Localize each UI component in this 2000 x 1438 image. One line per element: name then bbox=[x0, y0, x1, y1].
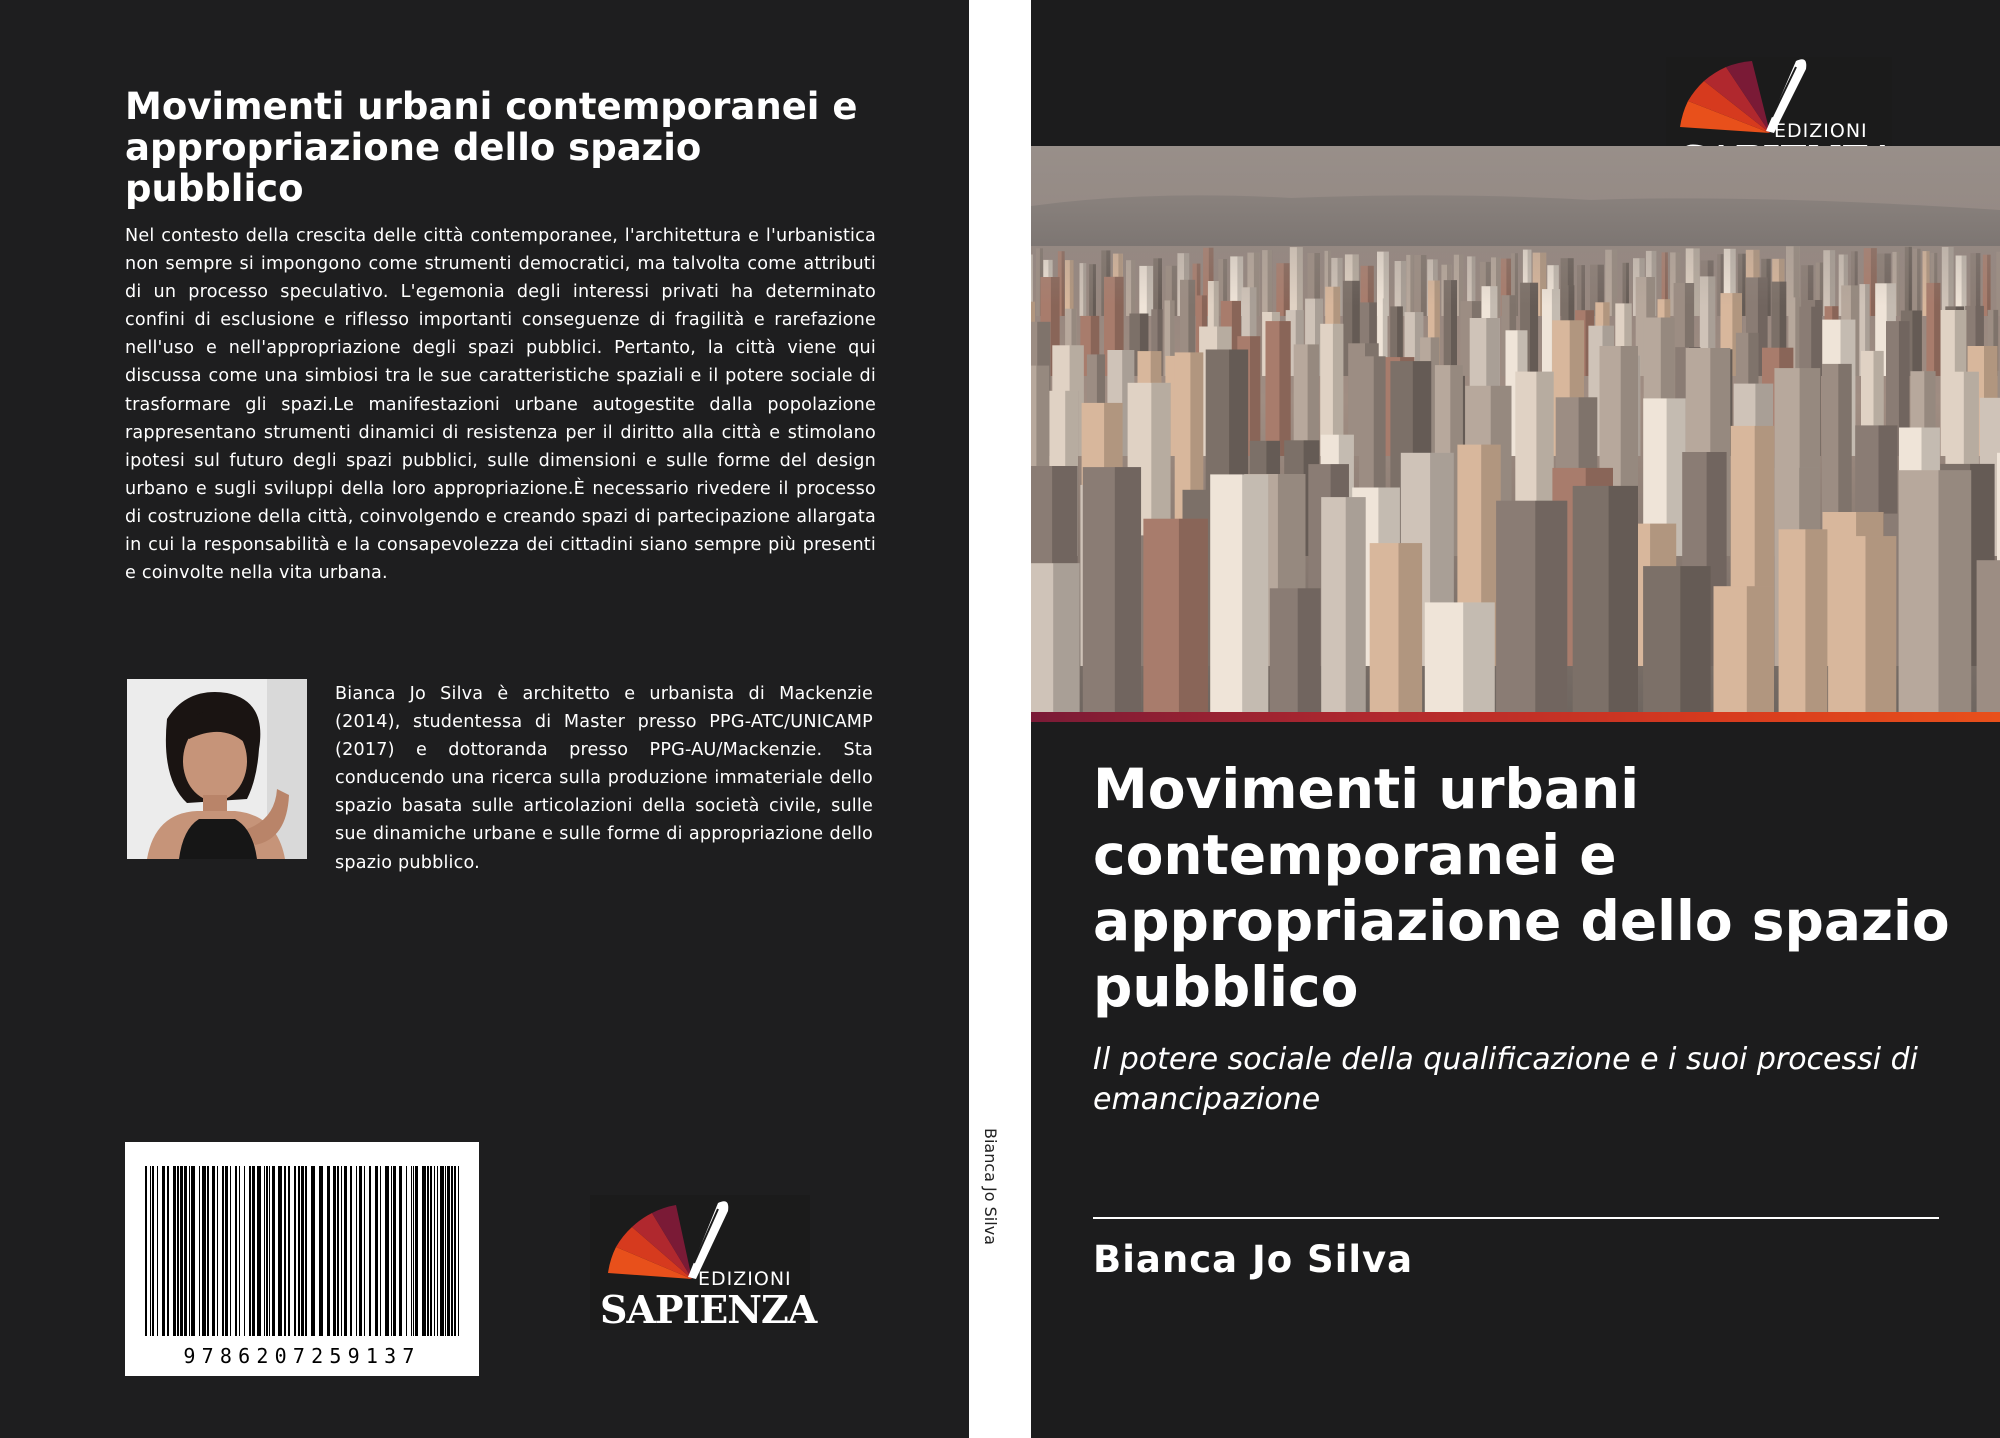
publisher-edizioni-label: EDIZIONI bbox=[1774, 120, 1868, 142]
book-spine bbox=[969, 0, 1031, 1438]
back-cover-title: Movimenti urbani contemporanei e appropriazione dello spazio pubblico bbox=[125, 85, 858, 210]
back-cover-description: Nel contesto della crescita delle città contemporanee, l'architettura e l'urbanistica non sempre si impongono come strumenti democratici, ma talvolta come attributi di un processo speculativo. L'egemonia degli interessi privati ha determinato confini di esclusione e riflesso importanti conseguenze di fragilità e rarefazione nell'uso e nell'appropriazione degli spazi pubblici. Pertanto, la città viene qui discussa come una simbiosi tra le sue caratteristiche spaziali e il potere sociale di trasformare gli spazi.Le manifestazioni urbane autogestite dalla popolazione rappresentano strumenti dinamici di resistenza per il diritto alla città e stimolano ipotesi sul futuro degli spazi pubblici, sulle dimensioni e sulle forme del design urbano e sugli sviluppi della loro appropriazione.È necessario rivedere il processo di costruzione della città, coinvolgendo e creando spazi di partecipazione allargata in cui la responsabilità e la consapevolezza dei cittadini siano sempre più presenti e coinvolte nella vita urbana. bbox=[125, 226, 876, 584]
barcode-bars bbox=[125, 1142, 479, 1376]
isbn-barcode bbox=[125, 1142, 479, 1376]
publisher-name: SAPIENZA bbox=[600, 1287, 817, 1332]
front-cover-title: Movimenti urbani contemporanei e appropriazione dello spazio pubblico bbox=[1093, 757, 1950, 1019]
city-skyline-photo bbox=[1031, 146, 2000, 712]
back-cover bbox=[0, 0, 969, 1438]
front-cover-author: Bianca Jo Silva bbox=[1093, 1238, 1414, 1281]
publisher-logo-back bbox=[590, 1195, 817, 1332]
isbn-digits: 9786207259137 bbox=[183, 1344, 421, 1368]
front-cover-subtitle: Il potere sociale della qualificazione e i suoi processi di emancipazione bbox=[1093, 1042, 1919, 1117]
author-photo bbox=[127, 679, 307, 859]
title-divider bbox=[1093, 1217, 1939, 1219]
publisher-edizioni-label: EDIZIONI bbox=[698, 1268, 792, 1290]
spine-author: Bianca Jo Silva bbox=[981, 1128, 1000, 1245]
author-bio: Bianca Jo Silva è architetto e urbanista di Mackenzie (2014), studentessa di Master presso PPG-ATC/UNICAMP (2017) e dottoranda presso PPG-AU/Mackenzie. Sta conducendo una ricerca sulla produzione immateriale dello spazio basata sulle articolazioni della società civile, sulle sue dinamiche urbane e sulle forme di appropriazione dello spazio pubblico. bbox=[335, 684, 873, 873]
accent-gradient-bar bbox=[1031, 712, 2000, 722]
